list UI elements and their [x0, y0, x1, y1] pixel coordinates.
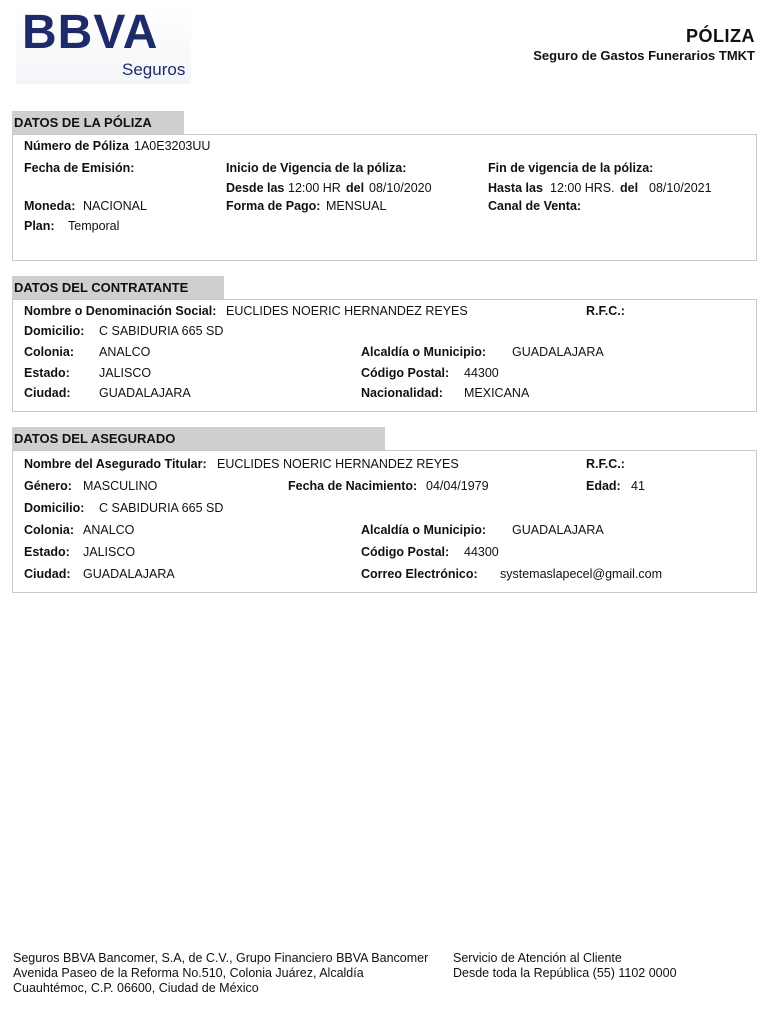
canal-venta-label: Canal de Venta: — [488, 199, 582, 213]
section-header-asegurado: DATOS DEL ASEGURADO — [12, 427, 385, 450]
forma-pago-value: MENSUAL — [326, 199, 387, 213]
section-header-poliza: DATOS DE LA PÓLIZA — [12, 111, 184, 134]
contratante-rfc-label: R.F.C.: — [586, 304, 625, 318]
contratante-ciudad-label: Ciudad: — [24, 386, 71, 400]
asegurado-nacimiento-label: Fecha de Nacimiento: — [288, 479, 418, 493]
contratante-estado-label: Estado: — [24, 366, 70, 380]
document-subtitle: Seguro de Gastos Funerarios TMKT — [533, 48, 755, 63]
forma-pago-label: Forma de Pago: — [226, 199, 321, 213]
contratante-colonia-label: Colonia: — [24, 345, 74, 359]
asegurado-alcaldia-label: Alcaldía o Municipio: — [361, 523, 487, 537]
contratante-nacionalidad-label: Nacionalidad: — [361, 386, 443, 400]
numero-poliza-label: Número de Póliza — [24, 139, 129, 153]
moneda-value: NACIONAL — [83, 199, 147, 213]
asegurado-rfc-label: R.F.C.: — [586, 457, 625, 471]
desde-hora-value: 12:00 HR — [288, 181, 341, 195]
asegurado-ciudad-value: GUADALAJARA — [83, 567, 175, 581]
fin-vigencia-label: Fin de vigencia de la póliza: — [488, 161, 654, 175]
asegurado-domicilio-value: C SABIDURIA 665 SD — [99, 501, 224, 515]
logo-subtext: Seguros — [122, 60, 186, 79]
contratante-domicilio-value: C SABIDURIA 665 SD — [99, 324, 224, 338]
contratante-nacionalidad-value: MEXICANA — [464, 386, 530, 400]
asegurado-correo-value: systemaslapecel@gmail.com — [500, 567, 663, 581]
footer-company-line2: Avenida Paseo de la Reforma No.510, Colonia Juárez, Alcaldía — [13, 966, 364, 980]
asegurado-cp-value: 44300 — [464, 545, 499, 559]
contratante-ciudad-value: GUADALAJARA — [99, 386, 191, 400]
asegurado-edad-value: 41 — [631, 479, 645, 493]
asegurado-edad-label: Edad: — [586, 479, 621, 493]
logo-text: BBVA — [22, 6, 159, 59]
footer-service-line1: Servicio de Atención al Cliente — [453, 951, 622, 965]
footer-company-info — [13, 951, 428, 996]
asegurado-estado-label: Estado: — [24, 545, 70, 559]
asegurado-estado-value: JALISCO — [83, 545, 136, 559]
desde-fecha-value: 08/10/2020 — [369, 181, 432, 195]
contratante-cp-value: 44300 — [464, 366, 499, 380]
fecha-emision-label: Fecha de Emisión: — [24, 161, 135, 175]
hasta-del-label: del — [620, 181, 639, 195]
hasta-hora-value: 12:00 HRS. — [550, 181, 615, 195]
footer-company-line1: Seguros BBVA Bancomer, S.A, de C.V., Grupo Financiero BBVA Bancomer — [13, 951, 429, 965]
contratante-alcaldia-label: Alcaldía o Municipio: — [361, 345, 487, 359]
asegurado-colonia-label: Colonia: — [24, 523, 74, 537]
section-box-contratante — [12, 299, 757, 412]
contratante-nombre-value: EUCLIDES NOERIC HERNANDEZ REYES — [226, 304, 468, 318]
contratante-domicilio-label: Domicilio: — [24, 324, 85, 338]
hasta-label: Hasta las — [488, 181, 543, 195]
asegurado-domicilio-label: Domicilio: — [24, 501, 85, 515]
footer-service-line2: Desde toda la República (55) 1102 0000 — [453, 966, 677, 980]
footer-service-info — [453, 951, 677, 981]
numero-poliza-value: 1A0E3203UU — [134, 139, 211, 153]
moneda-label: Moneda: — [24, 199, 76, 213]
section-box-asegurado — [12, 450, 757, 593]
asegurado-genero-value: MASCULINO — [83, 479, 158, 493]
asegurado-cp-label: Código Postal: — [361, 545, 450, 559]
asegurado-nombre-label: Nombre del Asegurado Titular: — [24, 457, 207, 471]
bbva-seguros-logo — [16, 8, 191, 84]
plan-value: Temporal — [68, 219, 120, 233]
contratante-alcaldia-value: GUADALAJARA — [512, 345, 604, 359]
contratante-colonia-value: ANALCO — [99, 345, 151, 359]
desde-del-label: del — [346, 181, 365, 195]
asegurado-nacimiento-value: 04/04/1979 — [426, 479, 489, 493]
section-box-poliza — [12, 134, 757, 261]
desde-label: Desde las — [226, 181, 285, 195]
document-title: PÓLIZA — [686, 26, 755, 46]
contratante-nombre-label: Nombre o Denominación Social: — [24, 304, 217, 318]
hasta-fecha-value: 08/10/2021 — [649, 181, 712, 195]
footer-company-line3: Cuauhtémoc, C.P. 06600, Ciudad de México — [13, 981, 259, 995]
asegurado-colonia-value: ANALCO — [83, 523, 135, 537]
asegurado-alcaldia-value: GUADALAJARA — [512, 523, 604, 537]
asegurado-correo-label: Correo Electrónico: — [361, 567, 478, 581]
asegurado-ciudad-label: Ciudad: — [24, 567, 71, 581]
contratante-cp-label: Código Postal: — [361, 366, 450, 380]
inicio-vigencia-label: Inicio de Vigencia de la póliza: — [226, 161, 407, 175]
section-header-contratante: DATOS DEL CONTRATANTE — [12, 276, 224, 299]
contratante-estado-value: JALISCO — [99, 366, 152, 380]
asegurado-nombre-value: EUCLIDES NOERIC HERNANDEZ REYES — [217, 457, 459, 471]
asegurado-genero-label: Género: — [24, 479, 72, 493]
plan-label: Plan: — [24, 219, 55, 233]
